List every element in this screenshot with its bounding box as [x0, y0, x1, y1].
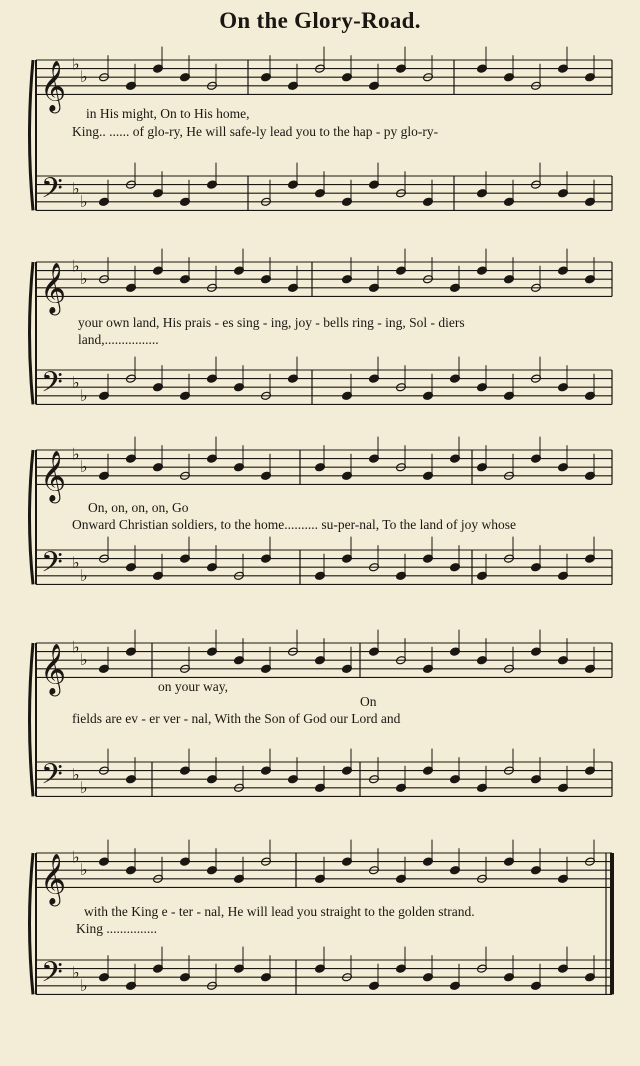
- flat-icon: ♭: [72, 444, 80, 464]
- lyric-line: King.. ...... of glo-ry, He will safe-ly lead you to the hap - py glo-ry-: [72, 124, 439, 139]
- flat-icon: ♭: [80, 67, 88, 87]
- flat-icon: ♭: [72, 256, 80, 276]
- flat-icon: ♭: [72, 372, 80, 392]
- flat-icon: ♭: [72, 54, 80, 74]
- flat-icon: ♭: [80, 565, 88, 585]
- lyric-line: land,................: [78, 332, 159, 347]
- bass-clef-icon: 𝄢: [41, 758, 63, 798]
- brace: [30, 262, 34, 404]
- flat-icon: ♭: [80, 457, 88, 477]
- bass-clef-icon: 𝄢: [41, 366, 63, 406]
- flat-icon: ♭: [80, 860, 88, 880]
- treble-clef-icon: 𝄞: [40, 60, 67, 112]
- lyric-line: King ...............: [76, 921, 157, 936]
- flat-icon: ♭: [80, 777, 88, 797]
- flat-icon: ♭: [72, 764, 80, 784]
- brace: [30, 643, 34, 796]
- flat-icon: ♭: [72, 552, 80, 572]
- brace: [30, 853, 34, 994]
- bass-clef-icon: 𝄢: [41, 546, 63, 586]
- treble-clef-icon: 𝄞: [40, 643, 67, 695]
- lyric-line: On, on, on, on, Go: [88, 500, 189, 515]
- flat-icon: ♭: [80, 650, 88, 670]
- flat-icon: ♭: [72, 962, 80, 982]
- treble-clef-icon: 𝄞: [40, 853, 67, 905]
- flat-icon: ♭: [80, 191, 88, 211]
- flat-icon: ♭: [72, 178, 80, 198]
- treble-clef-icon: 𝄞: [40, 450, 67, 502]
- lyric-line: on your way,: [158, 679, 228, 694]
- flat-icon: ♭: [72, 847, 80, 867]
- flat-icon: ♭: [80, 975, 88, 995]
- brace: [30, 450, 34, 584]
- lyric-line: your own land, His prais - es sing - ing, joy - bells ring - ing, Sol - diers: [78, 315, 465, 330]
- lyric-line: in His might, On to His home,: [86, 106, 250, 121]
- lyric-line: On: [360, 694, 377, 709]
- brace: [30, 60, 34, 210]
- flat-icon: ♭: [80, 269, 88, 289]
- bass-clef-icon: 𝄢: [41, 172, 63, 212]
- treble-clef-icon: 𝄞: [40, 262, 67, 314]
- flat-icon: ♭: [72, 637, 80, 657]
- bass-clef-icon: 𝄢: [41, 956, 63, 996]
- page-title: On the Glory-Road.: [219, 8, 421, 33]
- lyric-line: Onward Christian soldiers, to the home.......... su-per-nal, To the land of joy whose: [72, 517, 516, 532]
- lyric-line: fields are ev - er ver - nal, With the Son of God our Lord and: [72, 711, 401, 726]
- lyric-line: with the King e - ter - nal, He will lead you straight to the golden strand.: [84, 904, 475, 919]
- flat-icon: ♭: [80, 385, 88, 405]
